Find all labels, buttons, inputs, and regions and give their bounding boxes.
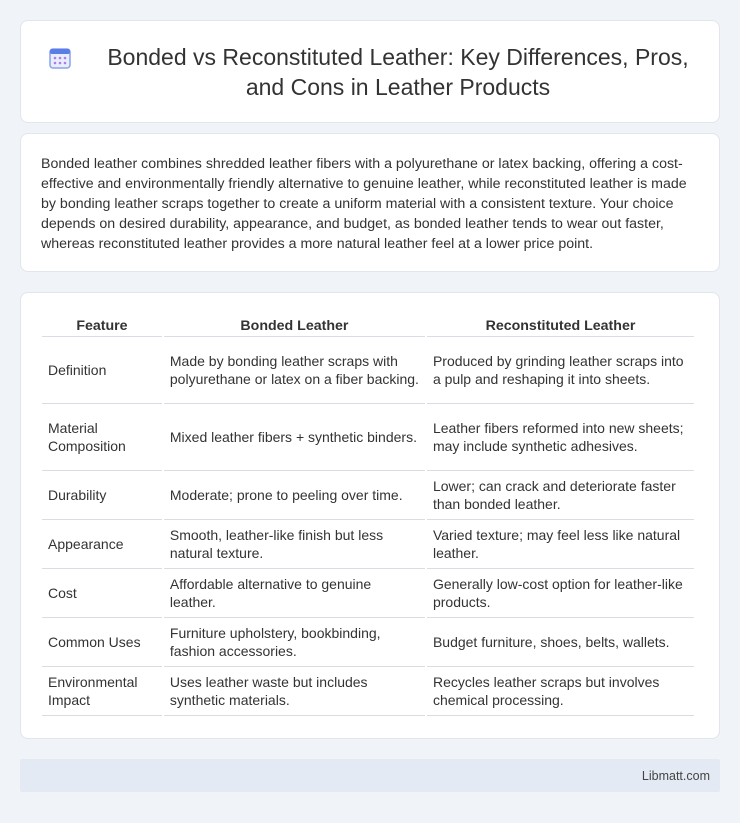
header-feature: Feature xyxy=(42,315,162,337)
bonded-cell: Uses leather waste but includes synthetic materials. xyxy=(164,667,425,716)
header-card xyxy=(20,20,720,123)
intro-card xyxy=(20,133,720,272)
table-row xyxy=(42,404,694,471)
bonded-cell: Moderate; prone to peeling over time. xyxy=(164,471,425,520)
footer xyxy=(20,759,720,792)
feature-cell: Cost xyxy=(42,569,162,618)
reconstituted-cell: Lower; can crack and deteriorate faster than bonded leather. xyxy=(427,471,694,520)
bonded-cell: Furniture upholstery, bookbinding, fashion accessories. xyxy=(164,618,425,667)
calendar-icon xyxy=(45,43,75,73)
footer-site-label: Libmatt.com xyxy=(641,768,710,783)
header-reconstituted: Reconstituted Leather xyxy=(427,315,694,337)
reconstituted-cell: Produced by grinding leather scraps into a pulp and reshaping it into sheets. xyxy=(427,337,694,404)
feature-cell: Definition xyxy=(42,337,162,404)
reconstituted-cell: Recycles leather scraps but involves chemical processing. xyxy=(427,667,694,716)
reconstituted-cell: Leather fibers reformed into new sheets; may include synthetic adhesives. xyxy=(427,404,694,471)
bonded-cell: Made by bonding leather scraps with polyurethane or latex on a fiber backing. xyxy=(164,337,425,404)
page-title: Bonded vs Reconstituted Leather: Key Differences, Pros, and Cons in Leather Products xyxy=(107,43,689,100)
table-header-row xyxy=(42,315,694,337)
bonded-cell: Affordable alternative to genuine leather. xyxy=(164,569,425,618)
bonded-cell: Smooth, leather-like finish but less natural texture. xyxy=(164,520,425,569)
intro-paragraph: Bonded leather combines shredded leather fibers with a polyurethane or latex backing, offering a cost-effective and environmentally friendly alternative to genuine leather, while reconstituted leather is made by bonding leather scraps together to create a uniform material with a consistent texture. Your choice depends on desired durability, appearance, and budget, as bonded leather tends to wear out faster, whereas reconstituted leather provides a more natural leather feel at a lower price point. xyxy=(41,156,687,252)
table-row xyxy=(42,471,694,520)
table-row xyxy=(42,618,694,667)
table-row xyxy=(42,520,694,569)
table-row xyxy=(42,667,694,716)
reconstituted-cell: Generally low-cost option for leather-like products. xyxy=(427,569,694,618)
feature-cell: Appearance xyxy=(42,520,162,569)
feature-cell: Environmental Impact xyxy=(42,667,162,716)
feature-cell: Durability xyxy=(42,471,162,520)
reconstituted-cell: Varied texture; may feel less like natural leather. xyxy=(427,520,694,569)
table-row xyxy=(42,569,694,618)
feature-cell: Material Composition xyxy=(42,404,162,471)
table-row xyxy=(42,337,694,404)
bonded-cell: Mixed leather fibers + synthetic binders. xyxy=(164,404,425,471)
feature-cell: Common Uses xyxy=(42,618,162,667)
reconstituted-cell: Budget furniture, shoes, belts, wallets. xyxy=(427,618,694,667)
header-bonded: Bonded Leather xyxy=(164,315,425,337)
comparison-table-card xyxy=(20,292,720,739)
comparison-table xyxy=(40,315,696,716)
